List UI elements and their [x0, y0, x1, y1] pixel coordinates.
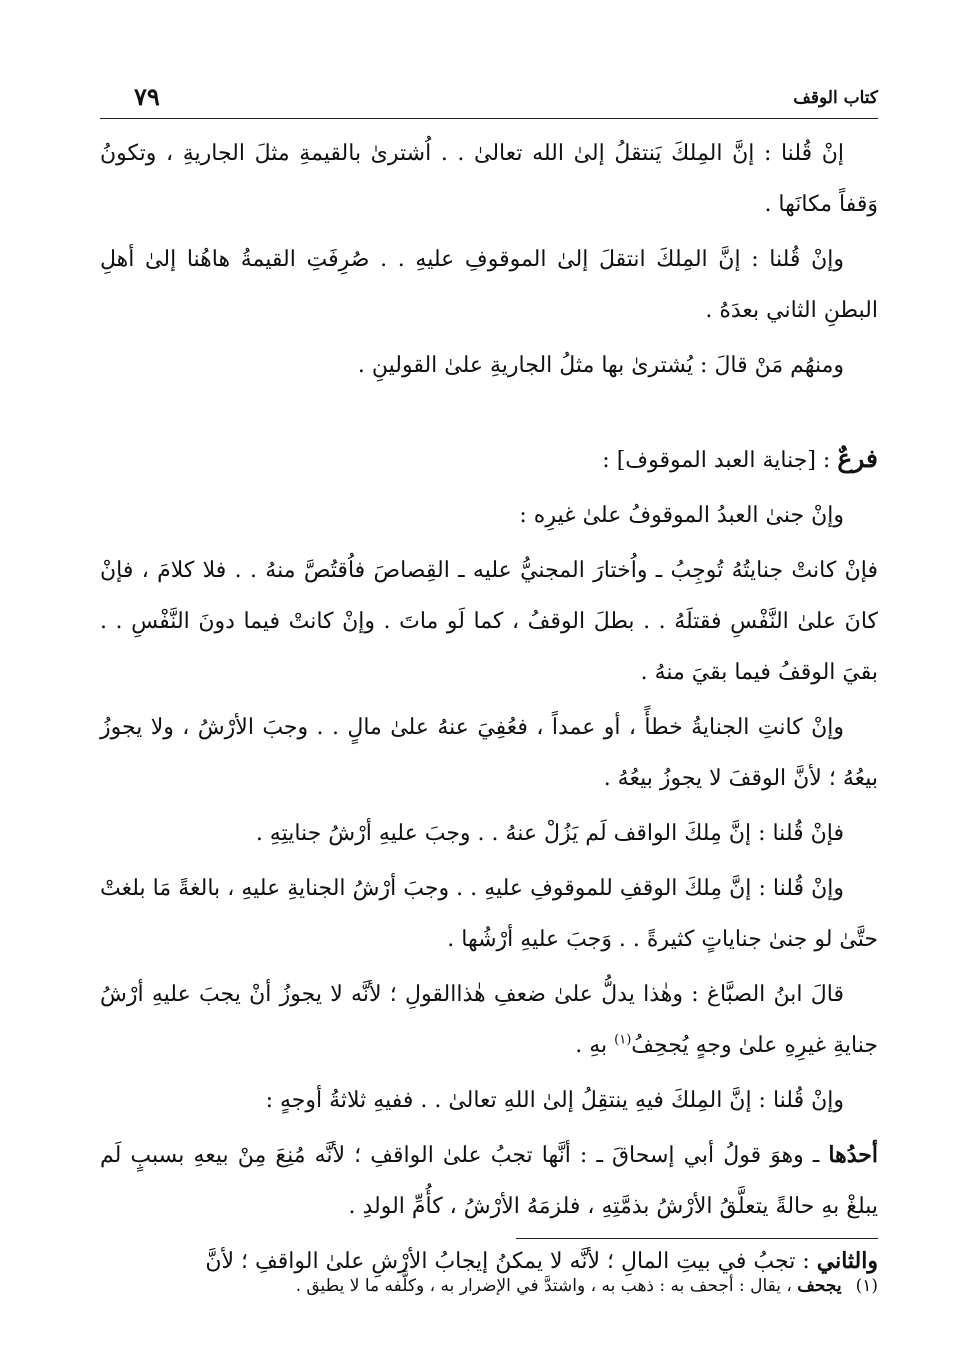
paragraph-8: فإنْ قُلنا : إنَّ مِلكَ الواقف لَم يَزُلْ عنهُ . . وجبَ عليهِ أرْشُ جنايتِهِ . — [255, 821, 844, 846]
paragraph-6: فإنْ كانتْ جنايتُهُ تُوجِبُ ـ واُختارَ المجنيُّ عليه ـ القِصاصَ فاُقتُصَّ منهُ . . فلا كلامَ ، فإنْ كانَ علىٰ النَّفْسِ فقتلَهُ . . بطلَ الوقفُ ، كما لَو ماتَ . وإنْ كانتْ فيما دونَ النَّفْسِ . . بقيَ الوقفُ فيما بقيَ منهُ . — [100, 558, 878, 685]
paragraph-7: وإنْ كانتِ الجنايةُ خطأً ، أو عمداً ، فعُفِيَ عنهُ علىٰ مالٍ . . وجبَ الأرْشُ ، ولا يجوزُ بيعُهُ ؛ لأنَّ الوقفَ لا يجوزُ بيعُهُ . — [100, 715, 878, 791]
section-heading-title: : [جناية العبد الموقوف] : — [602, 448, 838, 473]
paragraph-13-text: : تجبُ في بيتِ المالِ ؛ لأنَّه لا يمكنُ إيجابُ الأرْشِ علىٰ الواقفِ ؛ لأنَّ — [205, 1249, 817, 1274]
paragraph-13-lead: والثاني — [816, 1248, 878, 1274]
footnote-word: يجحف — [797, 1276, 842, 1296]
paragraph-2: وإنْ قُلنا : إنَّ المِلكَ انتقلَ إلىٰ الموقوفِ عليهِ . . صُرِفَتِ القيمةُ هاهُنا إلىٰ أهلِ البطنِ الثاني بعدَهُ . — [100, 247, 878, 323]
section-heading — [100, 433, 878, 486]
paragraph-12-lead: أحدُها — [828, 1142, 878, 1168]
paragraph-12-text: ـ وهوَ قولُ أبي إسحاقَ ـ : أنَّها تجبُ علىٰ الواقفِ ؛ لأنَّه مُنِعَ مِنْ بيعهِ بسببٍ لَم يبلغْ بهِ حالةً يتعلَّقُ الأرْشُ بذمَّتِهِ ، فلزمَهُ الأرْشُ ، كأُمِّ الولدِ . — [100, 1143, 878, 1219]
footnote-number: (١) — [855, 1276, 878, 1296]
page-number: ٧٩ — [134, 82, 160, 111]
book-title: كتاب الوقف — [793, 88, 878, 108]
paragraph-12 — [100, 1130, 878, 1232]
paragraph-9: وإنْ قُلنا : إنَّ مِلكَ الوقفِ للموقوفِ عليهِ . . وجبَ أرْشُ الجنايةِ عليهِ ، بالغةً مَا بلغتْ حتَّىٰ لو جنىٰ جناياتٍ كثيرةً . . وَجبَ عليهِ أرْشُها . — [100, 876, 878, 952]
paragraph-1: إنْ قُلنا : إنَّ المِلكَ يَنتقلُ إلىٰ الله تعالىٰ . . اُشترىٰ بالقيمةِ مثلَ الجاريةِ ، وتكونُ وَقفاً مكانَها . — [100, 141, 878, 217]
page-header — [100, 84, 878, 119]
footnote — [100, 1276, 878, 1296]
paragraph-5: وإنْ جنىٰ العبدُ الموقوفُ علىٰ غيرِه : — [519, 503, 844, 528]
footnote-reference: (١) — [614, 1032, 632, 1048]
paragraph-10-text: قالَ ابنُ الصبَّاغ : وهٰذا يدلُّ علىٰ ضعفِ هٰذاالقولِ ؛ لأنَّه لا يجوزُ أنْ يجبَ عليهِ أرْشُ جنايةِ غيرِهِ علىٰ وجهٍ يُجحِفُ — [100, 982, 878, 1058]
paragraph-10-end: بهِ . — [575, 1033, 615, 1058]
paragraph-11: وإنْ قُلنا : إنَّ المِلكَ فيهِ ينتقِلُ إلىٰ اللهِ تعالىٰ . . ففيهِ ثلاثةُ أوجهٍ : — [265, 1088, 844, 1113]
paragraph-10 — [100, 969, 878, 1071]
page-body — [100, 128, 878, 1291]
section-heading-word: فرعٌ — [837, 444, 878, 473]
footnote-text: ، يقال : أجحف به : ذهب به ، واشتدَّ في الإضرار به ، وكلَّفه ما لا يطيق . — [295, 1276, 798, 1296]
footnote-divider — [516, 1238, 878, 1239]
paragraph-3: ومنهُم مَنْ قالَ : يُشترىٰ بها مثلُ الجاريةِ علىٰ القولينِ . — [357, 353, 844, 378]
